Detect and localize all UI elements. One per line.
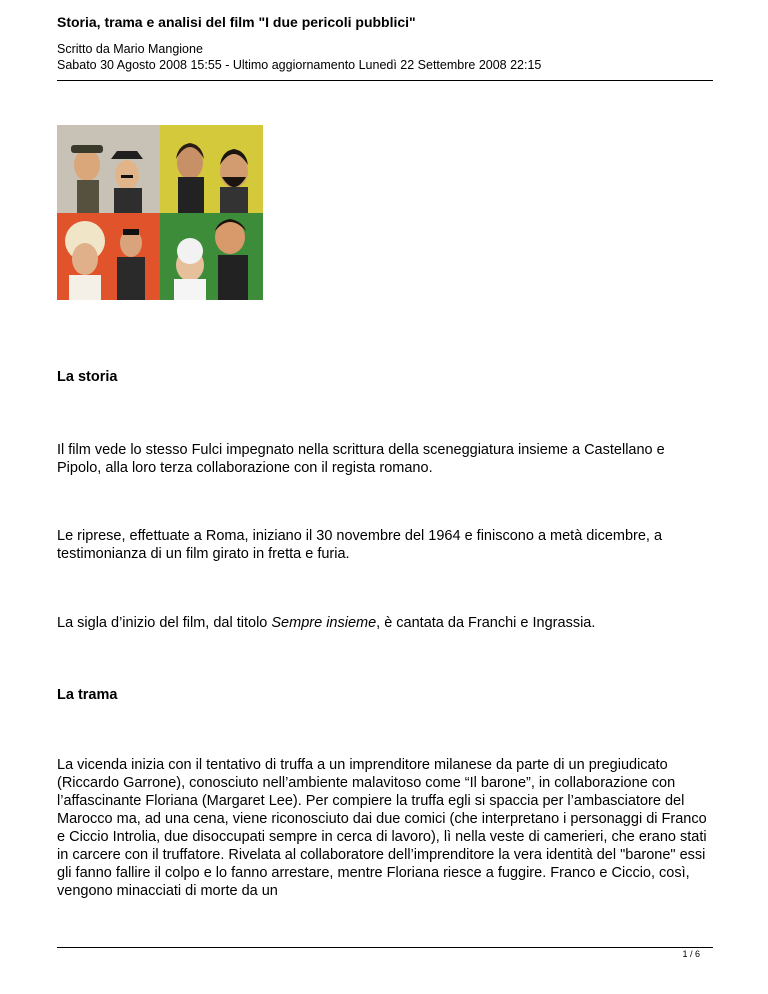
paragraph-storia-3-tail: , è cantata da Franchi e Ingrassia. [376,615,596,631]
song-title: Sempre insieme [271,615,377,631]
author-line: Scritto da Mario Mangione [57,42,203,56]
page-header [57,13,713,73]
poster-quadrant-bottom-left [57,213,160,300]
poster-quadrant-top-left [57,125,160,213]
article-meta [57,41,713,73]
paragraph-storia-2: Le riprese, effettuate a Roma, iniziano il 30 novembre del 1964 e finiscono a metà dicembre, a testimonianza di un film girato in fretta e furia. [57,528,663,562]
paragraph-storia-3-lead: La sigla d’inizio del film, dal titolo [57,615,272,631]
date-line: Sabato 30 Agosto 2008 15:55 - Ultimo aggiornamento Lunedì 22 Settembre 2008 22:15 [57,58,542,72]
film-poster-image [57,125,263,300]
page-number: 1 / 6 [682,949,700,959]
footer-divider [57,947,713,948]
poster-quadrant-bottom-right [160,213,263,300]
section-heading-trama: La trama [57,687,118,703]
paragraph-storia-3 [57,614,713,632]
paragraph-storia-1: Il film vede lo stesso Fulci impegnato nella scrittura della sceneggiatura insieme a Castellano e Pipolo, alla loro terza collaborazione con il regista romano. [57,442,665,476]
paragraph-trama-1: La vicenda inizia con il tentativo di truffa a un imprenditore milanese da parte di un pregiudicato (Riccardo Garrone), conosciuto nell’ambiente malavitoso come “Il barone”, in collaborazione con l’affascinante Floriana (Margaret Lee). Per compiere la truffa egli si spaccia per l’ambasciatore del Marocco ma, ad una cena, viene riconosciuto dai due comici (che interpretano i personaggi di Franco e Ciccio Introlia, due disoccupati sempre in cerca di lavoro), lì nella veste di camerieri, che erano stati in carcere con il truffatore. Rivelata al collaboratore dell’imprenditore la vera identità del "barone" essi gli fanno fallire il colpo e lo fanno arrestare, mentre Floriana riesce a fuggire. Franco e Ciccio, così, vengono minacciati di morte da un [57,757,707,899]
article-title: Storia, trama e analisi del film "I due pericoli pubblici" [57,14,416,30]
poster-quadrant-top-right [160,125,263,213]
header-divider [57,80,713,81]
section-heading-storia: La storia [57,369,118,385]
